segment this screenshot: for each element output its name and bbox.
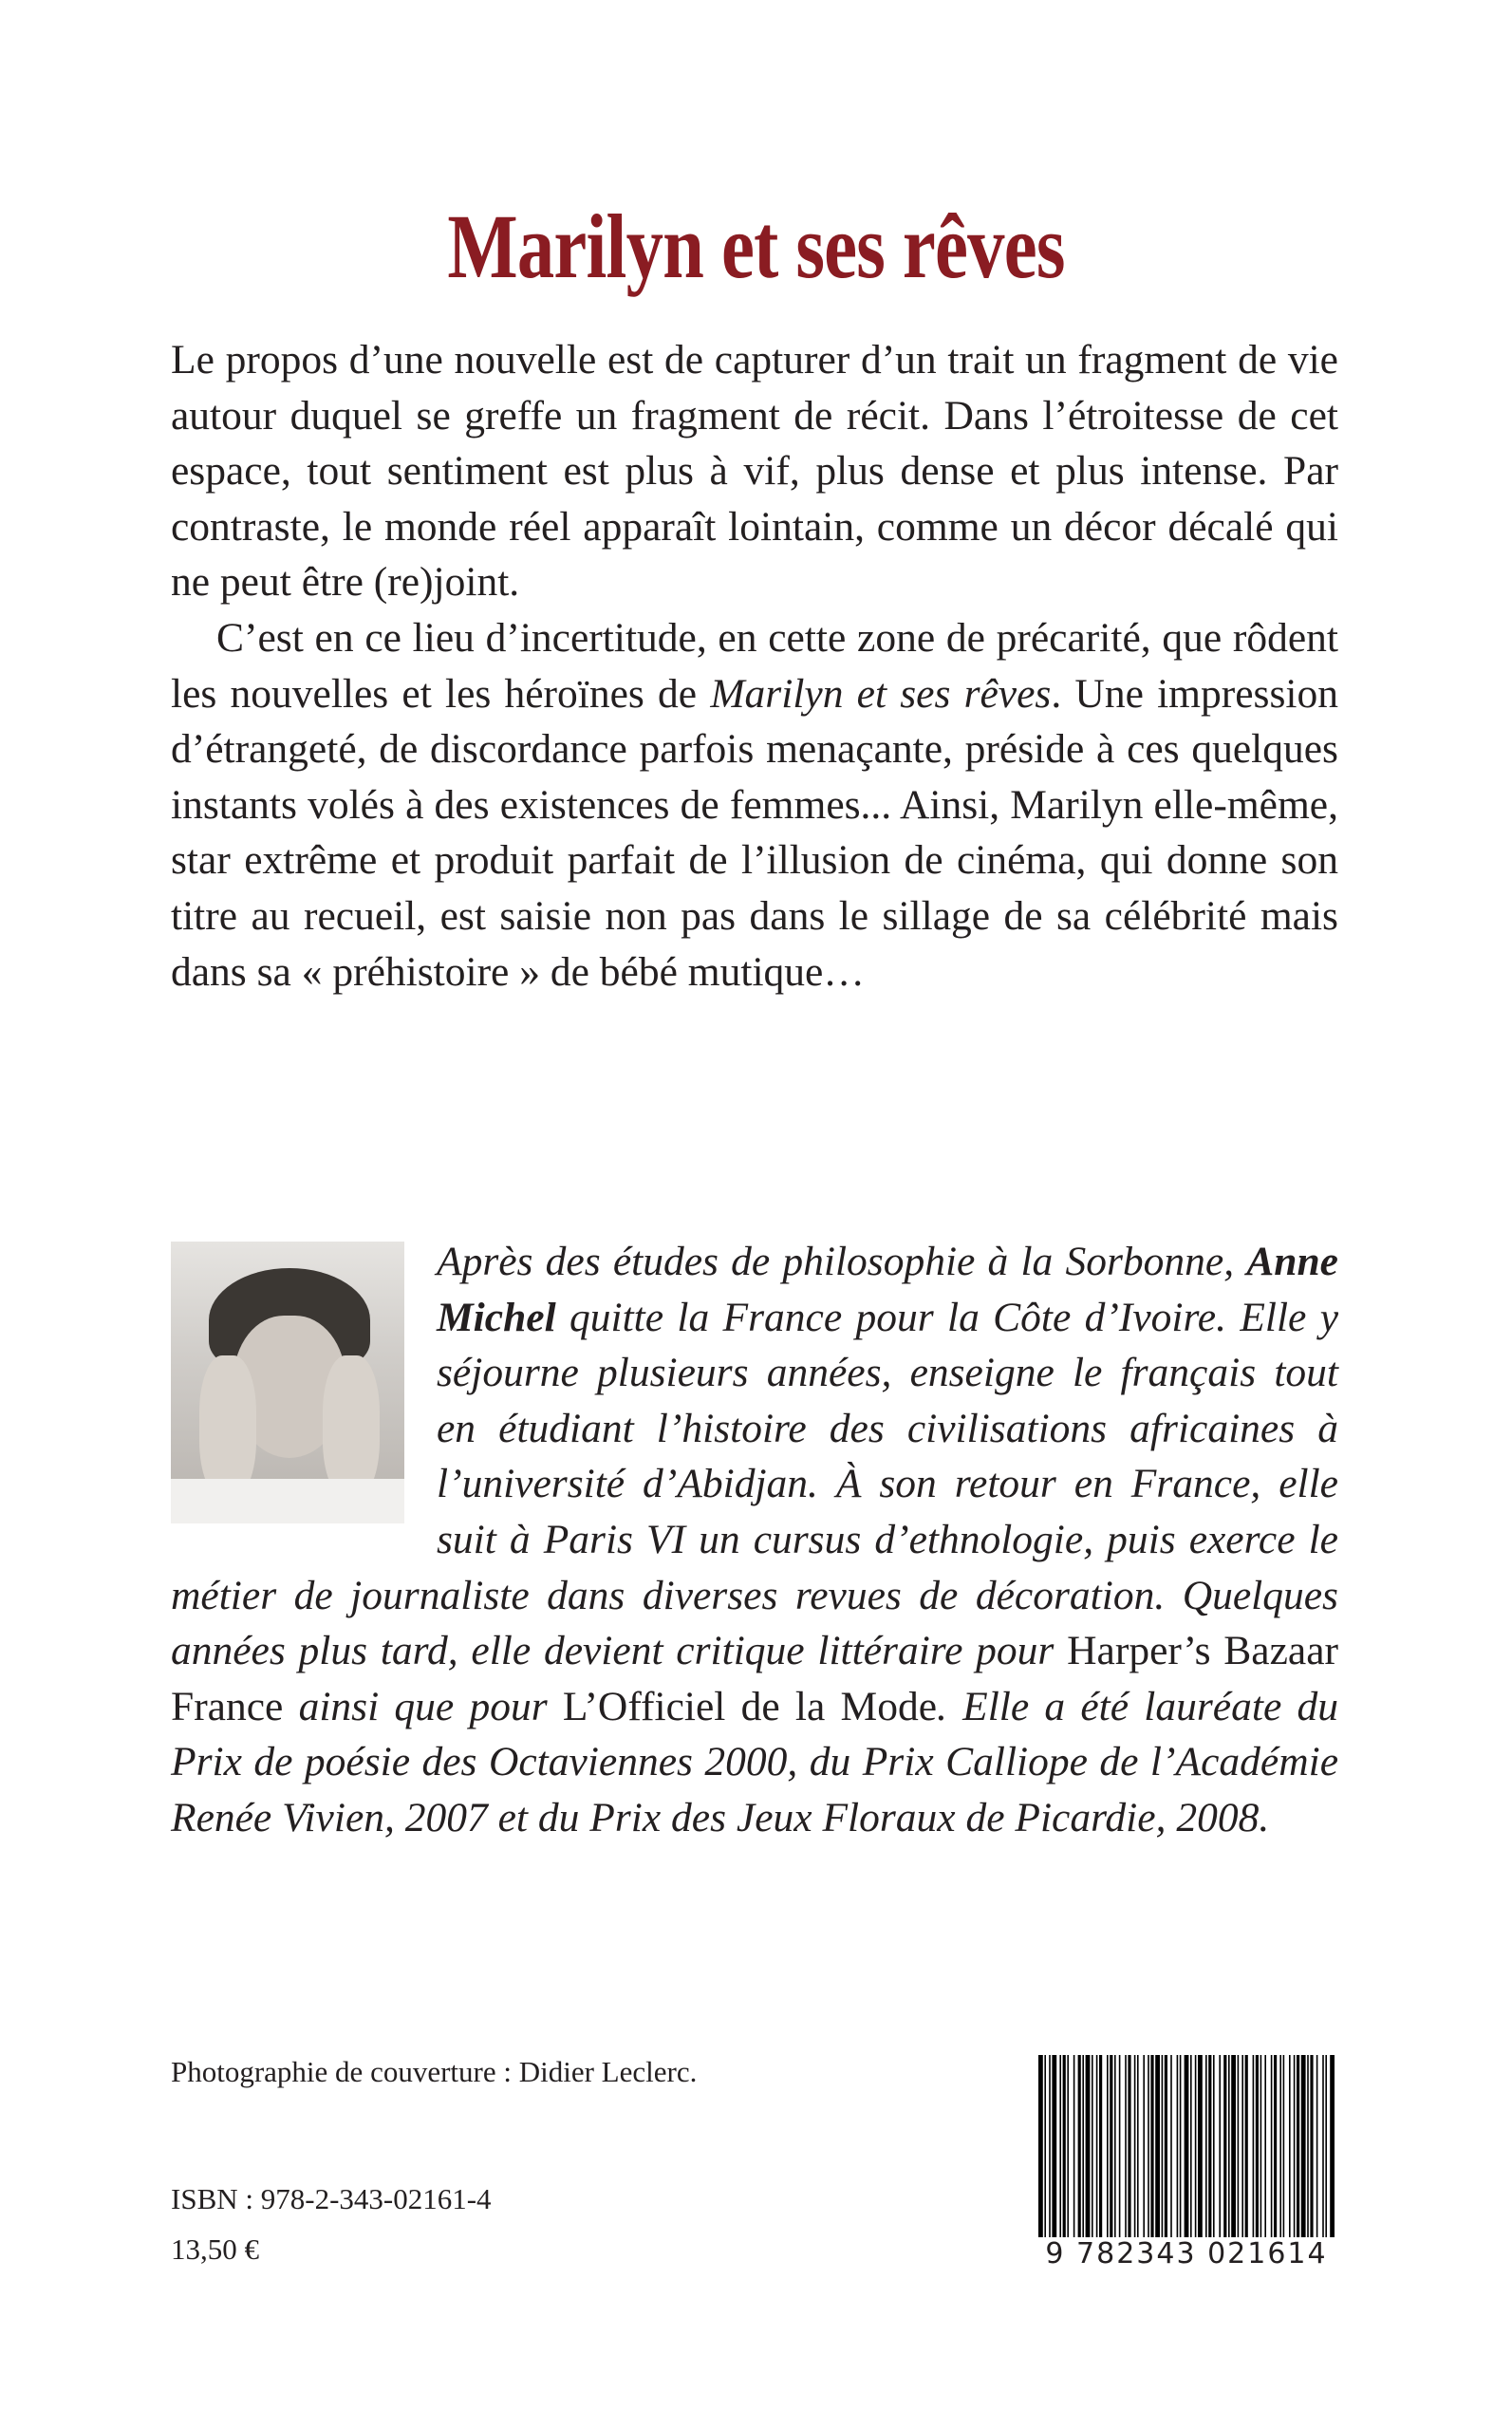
author-name: Anne Michel bbox=[437, 1239, 1338, 1340]
blurb-paragraph-1: Le propos d’une nouvelle est de capturer d’un trait un fragment de vie autour duquel se greffe un fragment de récit. Dans l’étroitesse de cet espace, tout sentiment est plus à vif, plus dense et plus intense. Par contraste, le monde réel apparaît lointain, comme un décor décalé qui ne peut être (re)joint. bbox=[171, 337, 1338, 606]
book-title: Marilyn et ses rêves bbox=[447, 196, 1065, 298]
magazine-name-2: L’Officiel de la Mode bbox=[562, 1683, 938, 1729]
isbn: ISBN : 978-2-343-02161-4 bbox=[171, 2182, 492, 2215]
blurb-text bbox=[171, 332, 1338, 999]
bio-text-1: Après des études de philosophie à la Sorbonne, bbox=[437, 1239, 1247, 1284]
barcode-image bbox=[1035, 2055, 1338, 2264]
bio-text-4: . Elle a été lauréate du Prix de poésie des Octaviennes 2000, du Prix Calliope de l’Académie Renée Vivien, 2007 et du Prix des Jeux Floraux de Picardie, 2008. bbox=[171, 1683, 1338, 1840]
bio-text-2: quitte la France pour la Côte d’Ivoire. Elle y séjourne plusieurs années, enseigne le français tout en étudiant l’histoire des civilisations africaines à l’université d’Abidjan. À son retour en France, elle suit à Paris VI un cursus d’ethnologie, puis exerce le métier de journaliste dans diverses revues de décoration. Quelques années plus tard, elle devient critique littéraire pour bbox=[171, 1294, 1338, 1674]
price: 13,50 € bbox=[171, 2233, 259, 2266]
blurb-p2-start: C’est en ce lieu d’incertitude, en cette zone de précarité, que rôdent les nouvelles et les héroïnes de bbox=[171, 614, 1338, 717]
photo-credit: Photographie de couverture : Didier Leclerc. bbox=[171, 2055, 698, 2088]
bio-text-3: ainsi que pour bbox=[283, 1683, 563, 1729]
author-photo bbox=[171, 1242, 404, 1523]
blurb-book-title: Marilyn et ses rêves bbox=[710, 670, 1052, 717]
barcode-digits: 9 782343 021614 bbox=[1035, 2237, 1338, 2270]
blurb-paragraph-2 bbox=[171, 610, 1338, 999]
author-bio bbox=[171, 1234, 1338, 1846]
magazine-name-1: Harper’s Bazaar France bbox=[171, 1628, 1339, 1729]
blurb-p2-end: . Une impression d’étrangeté, de discordance parfois menaçante, préside à ces quelques instants volés à des existences de femmes... Ainsi, Marilyn elle-même, star extrême et produit parfait de l’illusion de cinéma, qui donne son titre au recueil, est saisie non pas dans le sillage de sa célébrité mais dans sa « préhistoire » de bébé mutique… bbox=[171, 670, 1338, 995]
